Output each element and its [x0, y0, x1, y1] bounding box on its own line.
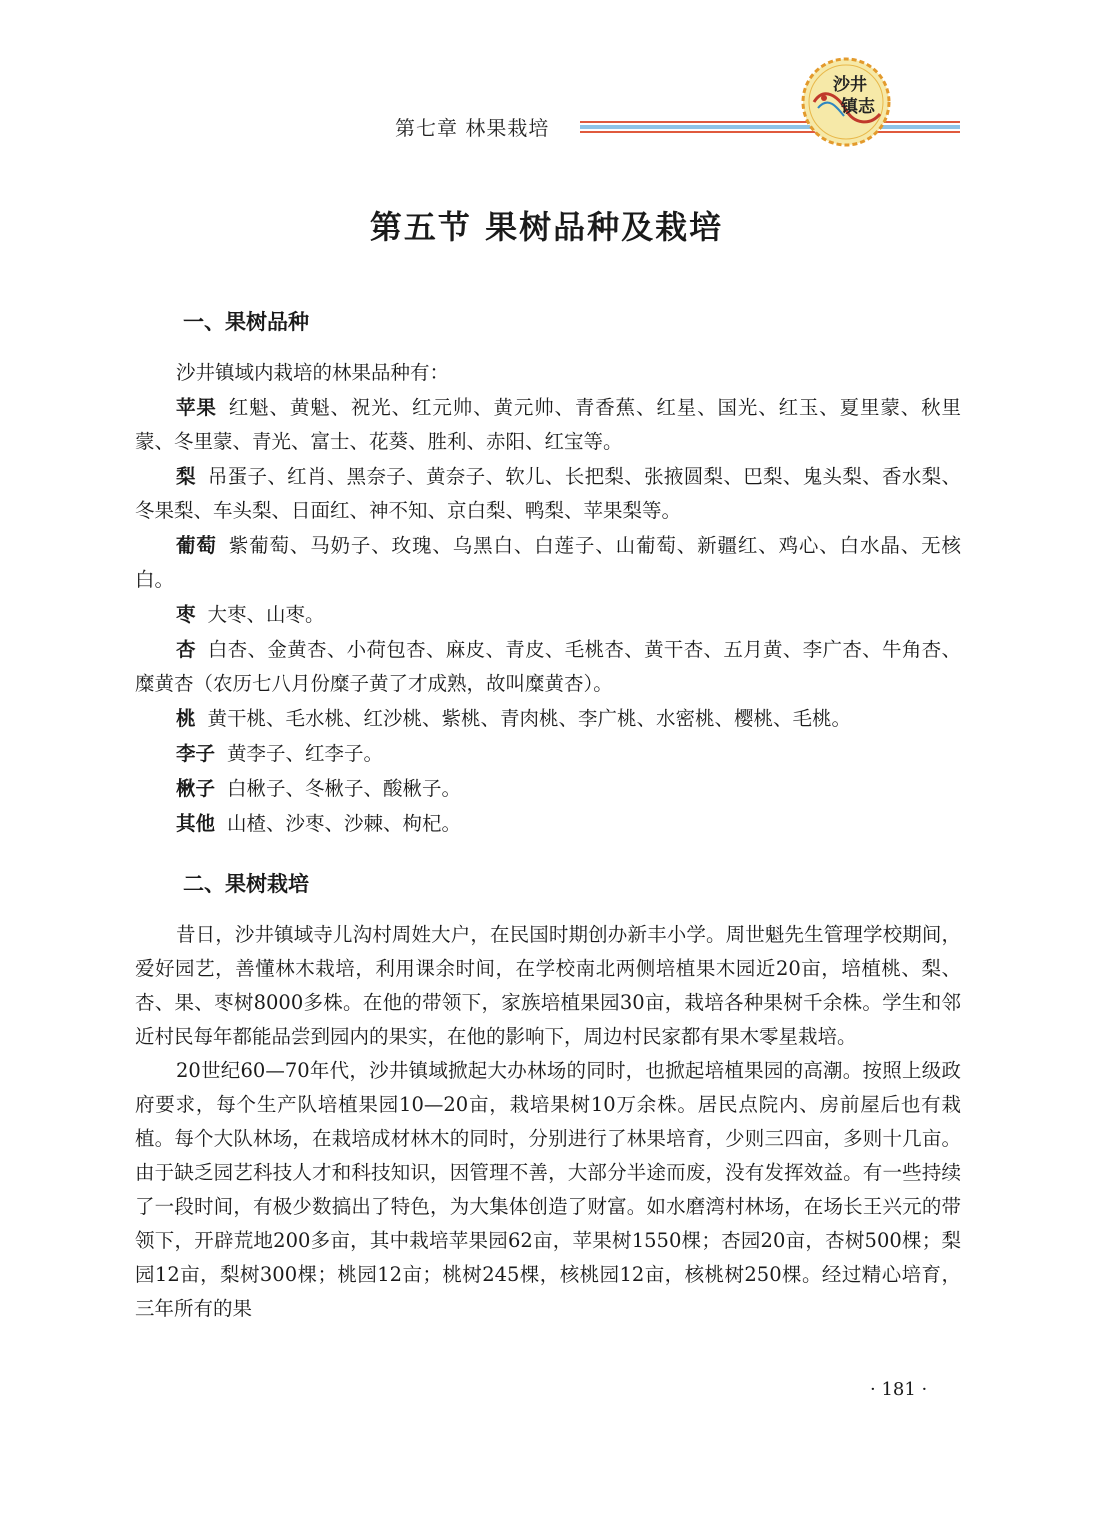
variety-term: 葡萄	[176, 534, 217, 557]
variety-text: 黄李子、红李子。	[227, 742, 384, 765]
subheading-fruit-varieties: 一、果树品种	[183, 310, 309, 334]
page-number: · 181 ·	[870, 1379, 928, 1400]
variety-term: 苹果	[176, 396, 217, 419]
variety-text: 山楂、沙枣、沙棘、枸杞。	[227, 812, 462, 835]
chapter-title: 第七章 林果栽培	[395, 116, 550, 140]
variety-text: 吊蛋子、红肖、黑奈子、黄奈子、软儿、长把梨、张掖圆梨、巴梨、鬼头梨、香水梨、冬果梨、车头梨、日面红、神不知、京白梨、鸭梨、苹果梨等。	[135, 465, 961, 522]
cultivation-paragraph-1: 昔日，沙井镇域寺儿沟村周姓大户，在民国时期创办新丰小学。周世魁先生管理学校期间，爱好园艺，善懂林木栽培，利用课余时间，在学校南北两侧培植果木园近20亩，培植桃、梨、杏、果、枣树8000多株。在他的带领下，家族培植果园30亩，栽培各种果树千余株。学生和邻近村民每年都能品尝到园内的果实，在他的影响下，周边村民家都有果木零星栽培。	[135, 923, 961, 1048]
variety-entry-grape	[135, 529, 961, 597]
svg-text:沙井: 沙井	[833, 75, 867, 95]
cultivation-paragraph-2: 20世纪60—70年代，沙井镇域掀起大办林场的同时，也掀起培植果园的高潮。按照上级政府要求，每个生产队培植果园10—20亩，栽培果树10万余株。居民点院内、房前屋后也有栽植。每个大队林场，在栽培成材林木的同时，分别进行了林果培育，少则三四亩，多则十几亩。由于缺乏园艺科技人才和科技知识，因管理不善，大部分半途而废，没有发挥效益。有一些持续了一段时间，有极少数搞出了特色，为大集体创造了财富。如水磨湾村林场，在场长王兴元的带领下，开辟荒地200多亩，其中栽培苹果园62亩，苹果树1550棵；杏园20亩，杏树500棵；梨园12亩，梨树300棵；桃园12亩；桃树245棵，核桃园12亩，核桃树250棵。经过精心培育，三年所有的果	[135, 1059, 961, 1320]
variety-text: 红魁、黄魁、祝光、红元帅、黄元帅、青香蕉、红星、国光、红玉、夏里蒙、秋里蒙、冬里蒙、青光、富士、花葵、胜利、赤阳、红宝等。	[135, 396, 961, 453]
town-gazetteer-seal-logo	[800, 56, 892, 148]
variety-text: 白楸子、冬楸子、酸楸子。	[227, 777, 462, 800]
variety-term: 楸子	[176, 777, 216, 800]
variety-entry-apricot	[135, 633, 961, 701]
variety-entry-plum	[135, 737, 961, 771]
section-title: 第五节 果树品种及栽培	[369, 208, 724, 246]
variety-entry-other	[135, 807, 961, 841]
variety-text: 白杏、金黄杏、小荷包杏、麻皮、青皮、毛桃杏、黄干杏、五月黄、李广杏、牛角杏、糜黄杏（农历七八月份糜子黄了才成熟，故叫糜黄杏）。	[135, 638, 961, 695]
varieties-intro: 沙井镇域内栽培的林果品种有：	[176, 361, 450, 384]
variety-entry-crabapple	[135, 772, 961, 806]
header-rule-red-top	[580, 121, 960, 123]
variety-entry-pear	[135, 460, 961, 528]
variety-term: 梨	[176, 465, 196, 488]
variety-term: 其他	[176, 812, 216, 835]
header-rule	[580, 121, 960, 135]
variety-term: 桃	[176, 707, 196, 730]
fruit-varieties-list	[135, 356, 961, 841]
header-rule-blue	[580, 125, 960, 129]
variety-entry-apple	[135, 391, 961, 459]
variety-text: 大枣、山枣。	[207, 603, 325, 626]
variety-entry-jujube	[135, 598, 961, 632]
subheading-fruit-cultivation: 二、果树栽培	[183, 872, 309, 896]
variety-text: 紫葡萄、马奶子、玫瑰、乌黑白、白莲子、山葡萄、新疆红、鸡心、白水晶、无核白。	[135, 534, 961, 591]
variety-term: 枣	[176, 603, 196, 626]
variety-term: 杏	[176, 638, 196, 661]
variety-text: 黄干桃、毛水桃、红沙桃、紫桃、青肉桃、李广桃、水密桃、樱桃、毛桃。	[207, 707, 852, 730]
fruit-cultivation-text	[135, 918, 961, 1326]
variety-entry-peach	[135, 702, 961, 736]
header-rule-red-bottom	[580, 131, 960, 133]
variety-term: 李子	[176, 742, 216, 765]
svg-text:镇志: 镇志	[841, 97, 875, 117]
